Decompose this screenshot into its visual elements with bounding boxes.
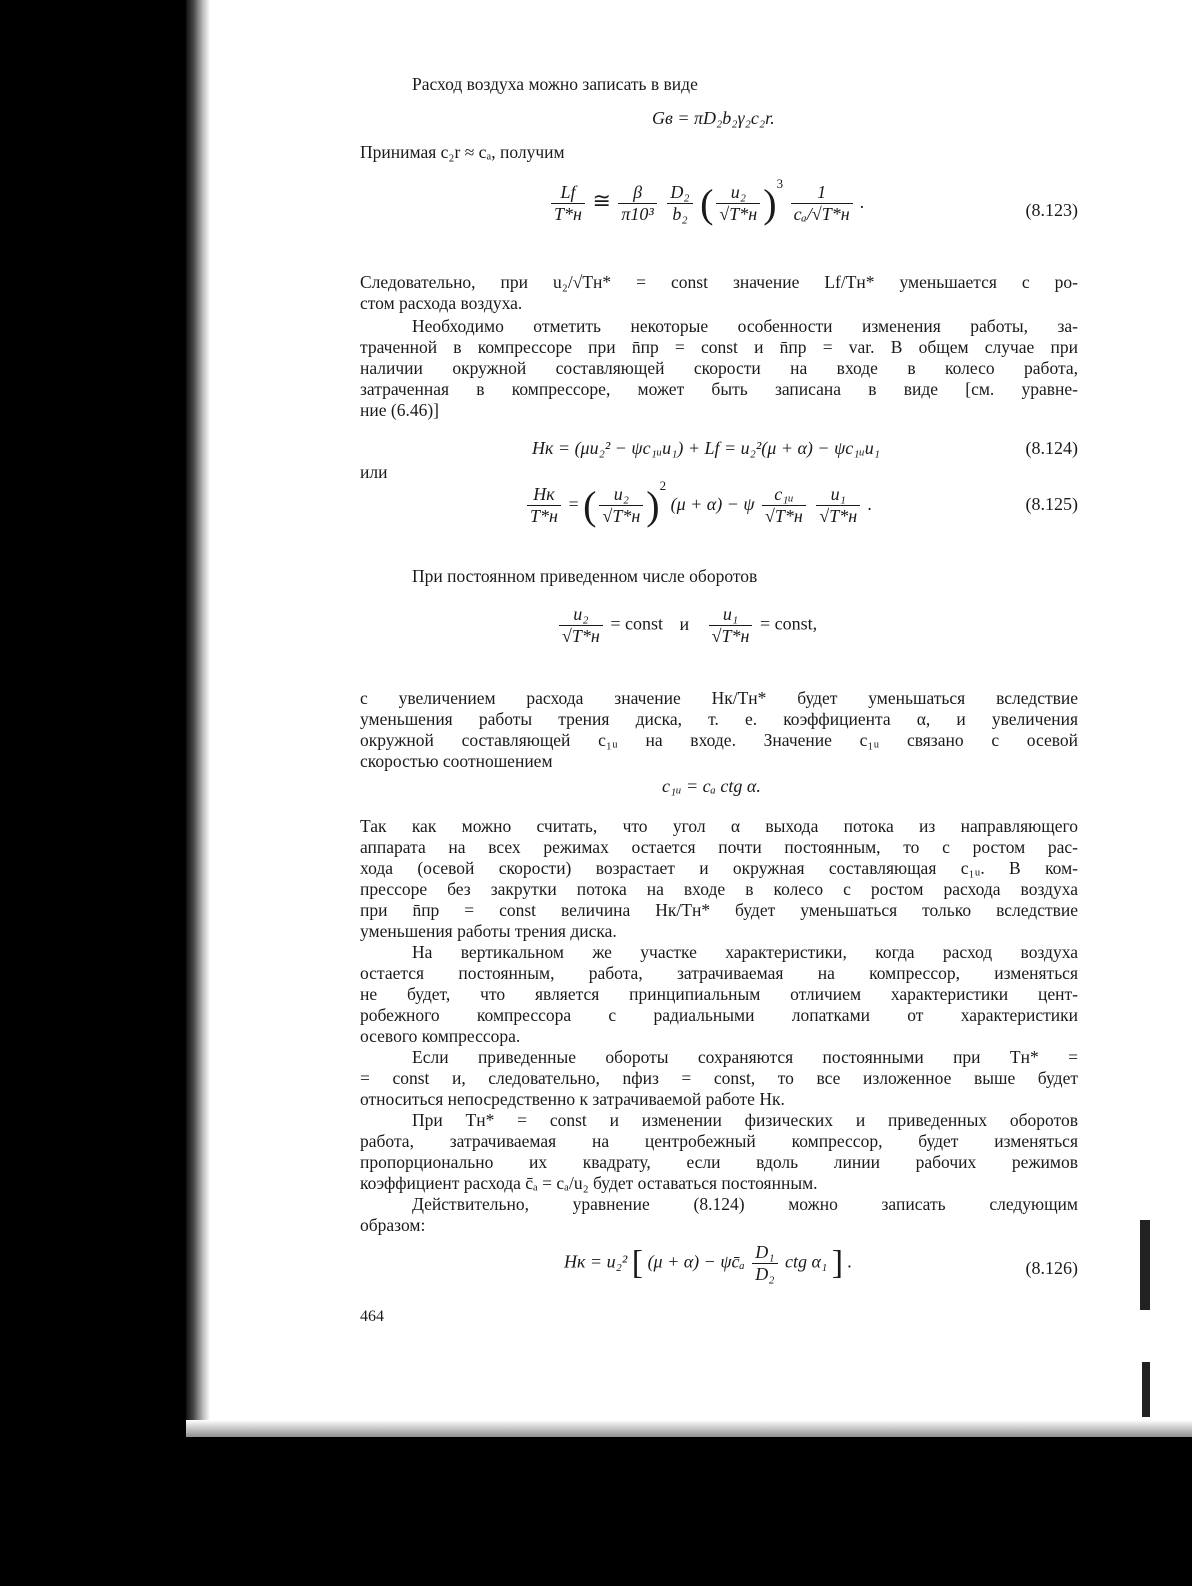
eq-middle: (μ + α) − ψ	[670, 494, 755, 514]
eq-text: и	[679, 613, 690, 634]
formula-G: Gв = πD₂b₂γ₂c₂r.	[652, 108, 775, 128]
text-line: При Tн* = const и изменении физических и приведенных оборотов	[412, 1110, 1078, 1130]
eq-num: c₁ᵤ	[762, 484, 806, 506]
text-line: При постоянном приведенном числе оборотов	[412, 566, 758, 586]
equation-8-124: Hк = (μu₂² − ψc₁ᵤu₁) + Lf = u₂²(μ + α) − ψc₁ᵤu₁	[532, 438, 881, 458]
equation-number: (8.126)	[1025, 1258, 1078, 1278]
scan-shadow-left	[0, 0, 186, 1586]
eq-text: = const	[610, 613, 663, 634]
eq-num: Hк	[527, 484, 561, 506]
eq-num: Lf	[551, 182, 585, 204]
text-line: окружной составляющей c₁ᵤ на входе. Значение c₁ᵤ связано с осевой	[360, 730, 1078, 750]
equation-8-125	[524, 478, 872, 527]
eq-num: u₂	[559, 604, 603, 626]
eq-power: 3	[776, 176, 784, 191]
bracket-open: [	[631, 1244, 644, 1282]
eq-den: √T*н	[602, 506, 641, 527]
eq-inner: (μ + α) − ψc̄ₐ	[647, 1251, 745, 1272]
text-line: или	[360, 462, 388, 482]
eq-num: 1	[791, 182, 853, 204]
text-line: работа, затрачиваемая на центробежный компрессор, будет изменяться	[360, 1131, 1078, 1151]
scan-shadow-bottom	[0, 1437, 1192, 1586]
text-line: затраченная в компрессоре, может быть записана в виде [см. уравне-	[360, 379, 1078, 399]
formula-const	[556, 604, 817, 647]
eq-num: u₁	[709, 604, 753, 626]
eq-power: 2	[659, 478, 667, 493]
eq-den: D₂	[755, 1264, 775, 1284]
eq-den: √T*н	[562, 626, 600, 646]
eq-num: u₁	[816, 484, 860, 506]
text-line: стом расхода воздуха.	[360, 293, 523, 313]
text-line: Необходимо отметить некоторые особенности изменения работы, за-	[412, 316, 1078, 336]
eq-den: √T*н	[765, 506, 803, 527]
eq-den: T*н	[554, 204, 582, 225]
text-line: траченной в компрессоре при n̄пр = const и n̄пр = var. В общем случае при	[360, 337, 1078, 357]
eq-den: cₐ/√T*н	[793, 204, 850, 225]
eq-den: √T*н	[719, 204, 758, 225]
eq-tail: .	[860, 192, 865, 212]
text-line: коэффициент расхода c̄ₐ = cₐ/u₂ будет оставаться постоянным.	[360, 1173, 818, 1193]
paren-open: (	[700, 180, 714, 226]
text-line: Расход воздуха можно записать в виде	[412, 74, 698, 94]
eq-den: b₂	[672, 204, 688, 225]
text-line: уменьшения работы трения диска, т. е. коэффициента α, и увеличения	[360, 709, 1078, 729]
text-line: уменьшения работы трения диска.	[360, 921, 617, 941]
eq-operator: ≅	[592, 188, 611, 213]
eq-lhs: Hк = u₂²	[564, 1251, 628, 1272]
eq-den: √T*н	[819, 506, 858, 527]
text-line: осевого компрессора.	[360, 1026, 521, 1046]
eq-tail: .	[867, 494, 873, 514]
text-line: Если приведенные обороты сохраняются постоянными при Tн* =	[412, 1047, 1078, 1067]
equation-8-123	[548, 176, 865, 225]
eq-num: β	[618, 182, 656, 204]
text-line: робежного компрессора с радиальными лопатками от характеристики	[360, 1005, 1078, 1025]
eq-den: π10³	[621, 204, 654, 225]
equation-number: (8.125)	[1025, 494, 1078, 514]
eq-operator: =	[568, 494, 579, 514]
eq-num: D₁	[752, 1242, 777, 1264]
paren-close: )	[763, 180, 777, 226]
text-line: Принимая c₂r ≈ cₐ, получим	[360, 142, 565, 162]
text-line: аппарата на всех режимах остается почти постоянным, то с ростом рас-	[360, 837, 1078, 857]
bleed-mark	[1142, 1362, 1150, 1417]
text-line: скоростью соотношением	[360, 751, 553, 771]
text-line: Следовательно, при u₂/√Tн* = const значение Lf/Tн* уменьшается с ро-	[360, 272, 1078, 292]
formula-c1u: c₁ᵤ = cₐ ctg α.	[662, 776, 761, 796]
text-line: с увеличением расхода значение Hк/Tн* будет уменьшаться вследствие	[360, 688, 1078, 708]
text-line: относиться непосредственно к затрачиваемой работе Hк.	[360, 1089, 785, 1109]
scan-shadow-edge	[186, 0, 210, 1440]
text-line: Так как можно считать, что угол α выхода потока из направляющего	[360, 816, 1078, 836]
text-line: хода (осевой скорости) возрастает и окружная составляющая c₁ᵤ. В ком-	[360, 858, 1078, 878]
text-line: при n̄пр = const величина Hк/Tн* будет уменьшаться только вследствие	[360, 900, 1078, 920]
text-line: наличии окружной составляющей скорости на входе в колесо работа,	[360, 358, 1078, 378]
eq-num: D₂	[667, 182, 692, 204]
document-page	[360, 72, 1078, 1402]
eq-inner-tail: ctg α₁	[785, 1251, 828, 1272]
text-line: образом:	[360, 1215, 426, 1235]
eq-den: √T*н	[711, 626, 750, 646]
text-line: остается постоянным, работа, затрачиваемая на компрессор, изменяться	[360, 963, 1078, 983]
eq-num: u₂	[599, 484, 643, 506]
text-line: пропорционально их квадрату, если вдоль линии рабочих режимов	[360, 1152, 1078, 1172]
eq-num: u₂	[716, 182, 760, 204]
text-line: прессоре без закрутки потока на входе в колесо с ростом расхода воздуха	[360, 879, 1078, 899]
bleed-mark	[1140, 1220, 1150, 1310]
equation-number: (8.123)	[1025, 200, 1078, 220]
page-number: 464	[360, 1308, 384, 1325]
text-line: ние (6.46)]	[360, 400, 439, 420]
text-line: Действительно, уравнение (8.124) можно записать следующим	[412, 1194, 1078, 1214]
text-line: На вертикальном же участке характеристики, когда расход воздуха	[412, 942, 1078, 962]
eq-tail: .	[847, 1251, 853, 1272]
eq-text: = const,	[759, 613, 818, 634]
paren-open: (	[583, 482, 597, 528]
text-line: не будет, что является принципиальным отличием характеристики цент-	[360, 984, 1078, 1004]
paren-close: )	[646, 482, 660, 528]
eq-den: T*н	[530, 506, 558, 527]
bracket-close: ]	[831, 1244, 844, 1282]
equation-8-126	[564, 1242, 852, 1285]
text-line: = const и, следовательно, nфиз = const, то все изложенное выше будет	[360, 1068, 1078, 1088]
equation-number: (8.124)	[1025, 438, 1078, 458]
